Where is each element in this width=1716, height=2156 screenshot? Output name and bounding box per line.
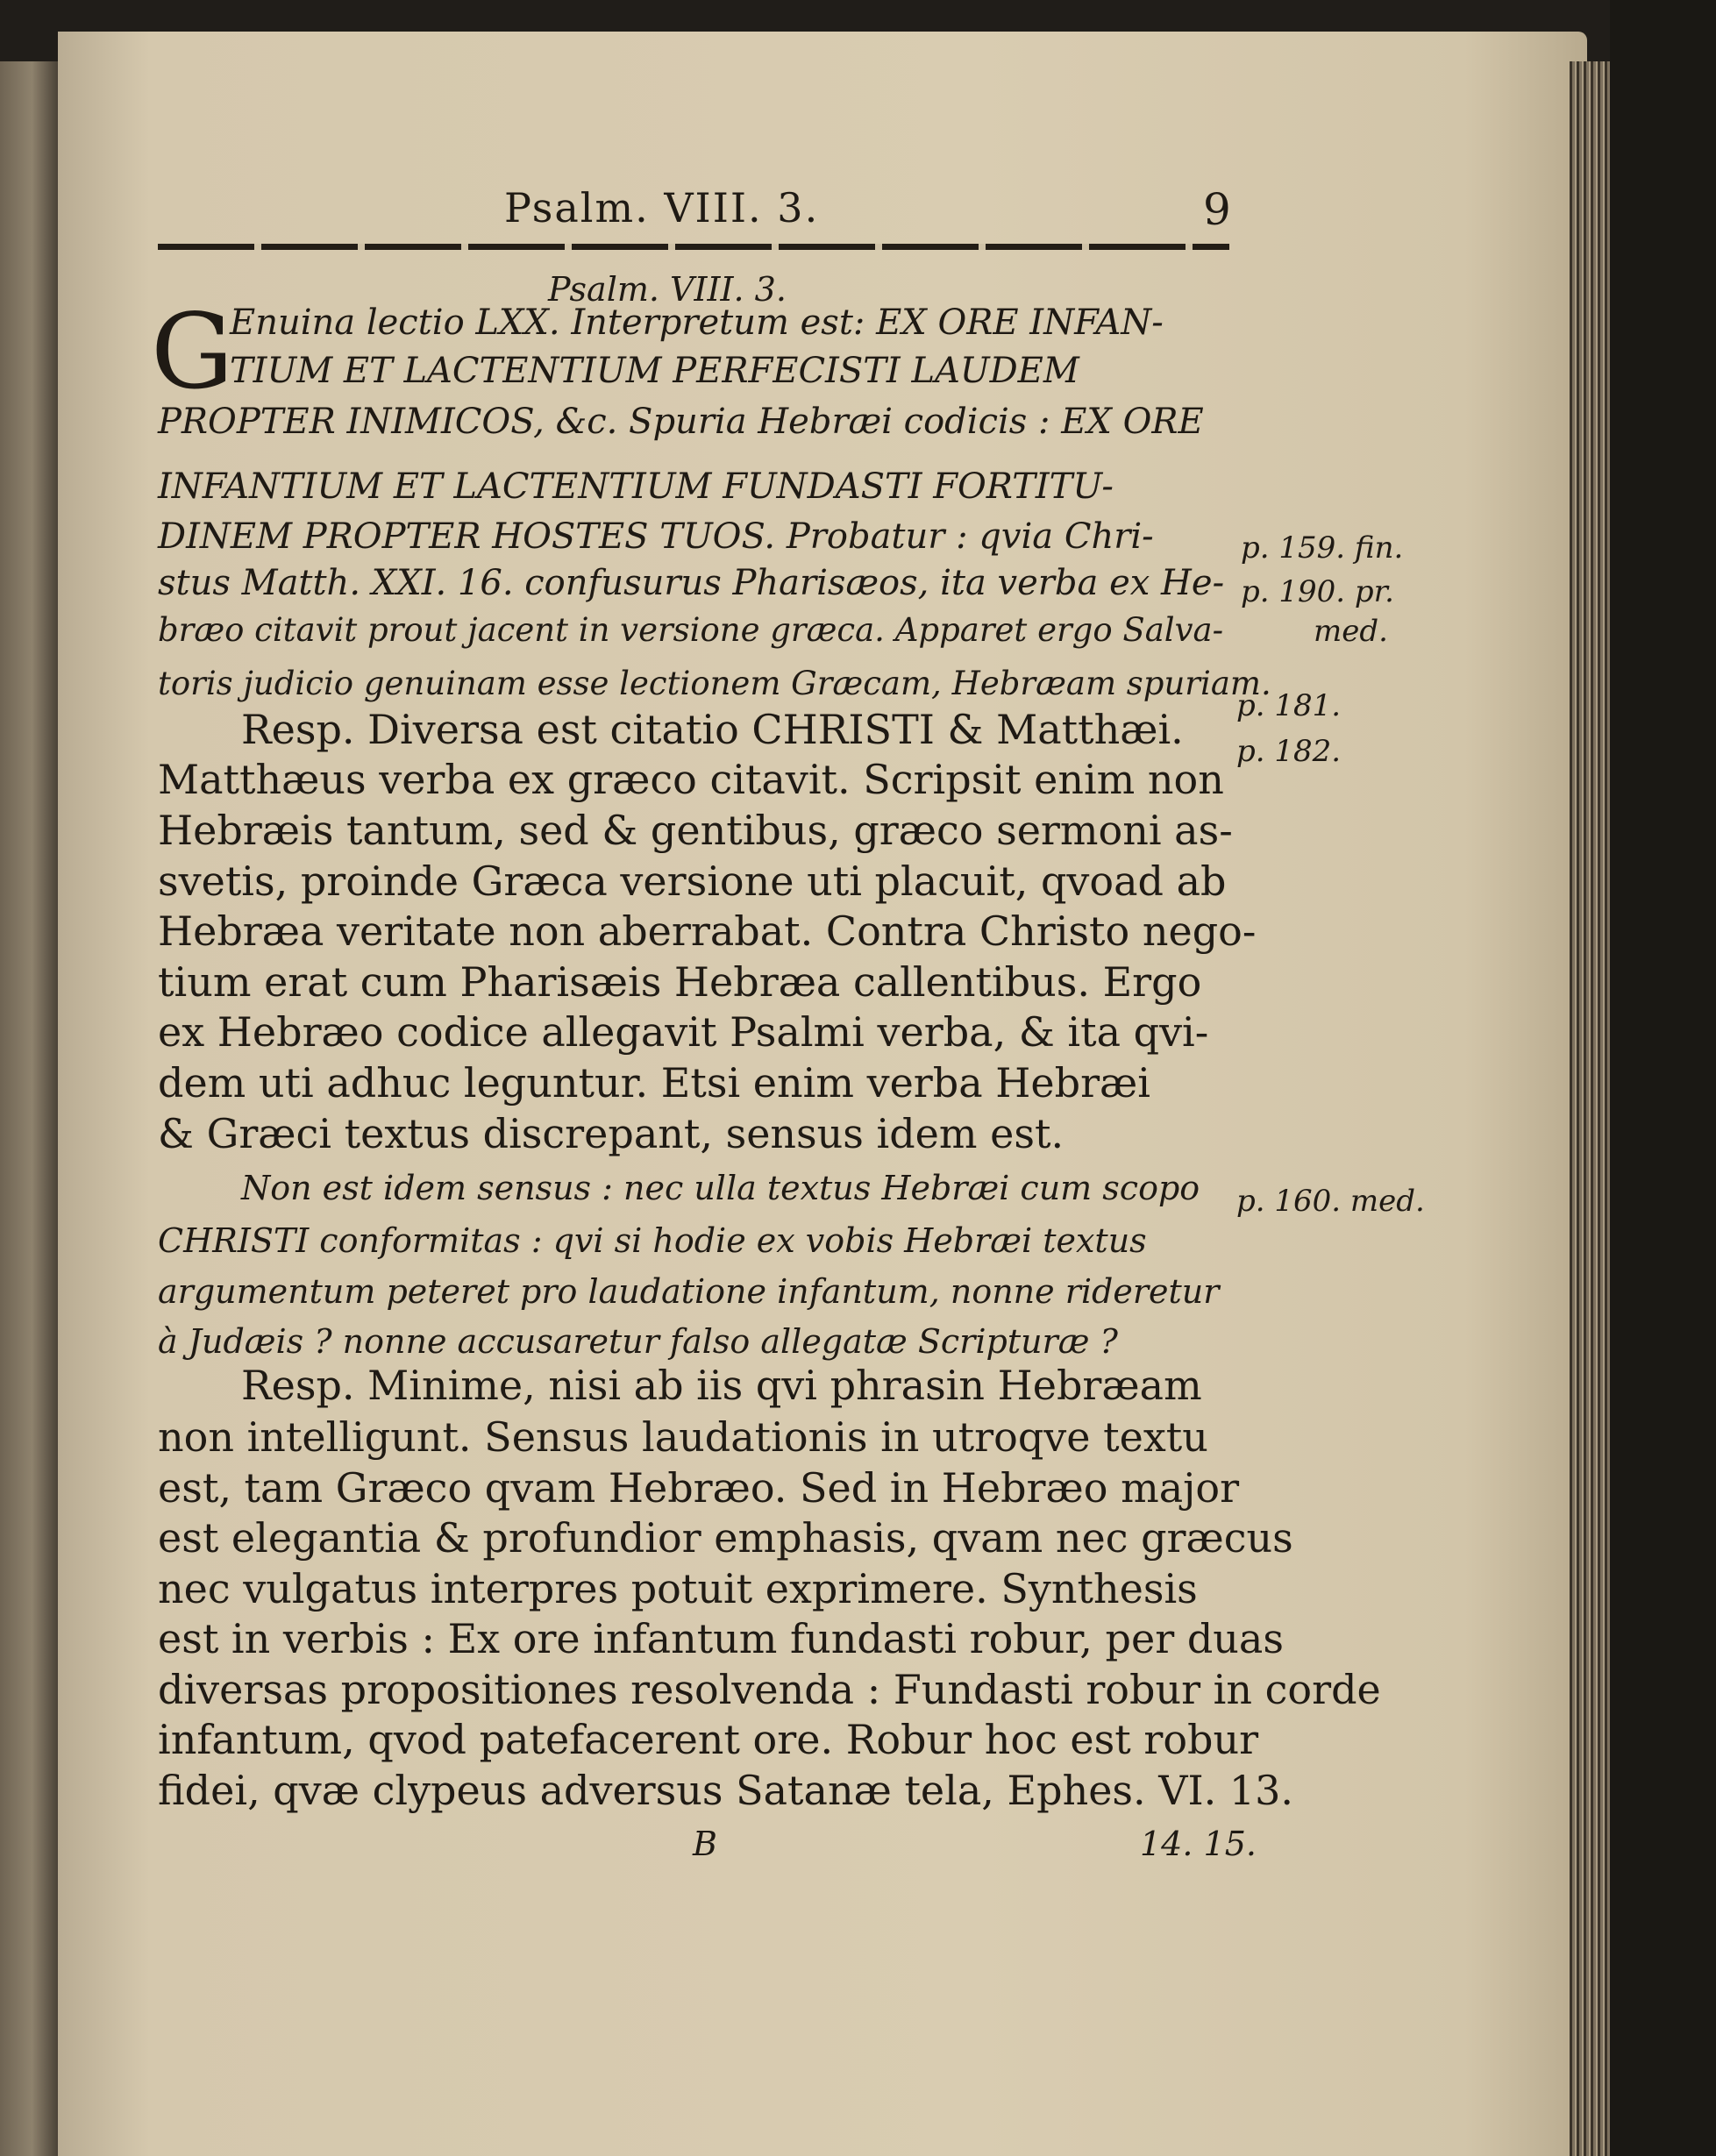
text-line: CHRISTI conformitas : qvi si hodie ex vobis Hebræi textus	[158, 1221, 1147, 1260]
text-line: diversas propositiones resolvenda : Fundasti robur in corde	[158, 1666, 1381, 1713]
margin-note: p. 159. fin.	[1241, 530, 1404, 566]
text-line: & Græci textus discrepant, sensus idem est.	[158, 1110, 1064, 1157]
page-stack-edge	[1570, 61, 1610, 2156]
facing-page-edge	[0, 61, 58, 2156]
text-line: infantum, qvod patefacerent ore. Robur hoc est robur	[158, 1716, 1259, 1763]
text-line: dem uti adhuc leguntur. Etsi enim verba Hebræi	[158, 1059, 1151, 1106]
text-line: INFANTIUM ET LACTENTIUM FUNDASTI FORTITU-	[158, 466, 1114, 507]
text-line: ex Hebræo codice allegavit Psalmi verba, & ita qvi-	[158, 1008, 1209, 1056]
text-line: Matthæus verba ex græco citavit. Scripsit enim non	[158, 756, 1224, 803]
text-line: toris judicio genuinam esse lectionem Græcam, Hebræam spuriam.	[158, 665, 1271, 702]
section-heading: Psalm. VIII. 3.	[548, 270, 787, 309]
text-line: est in verbis : Ex ore infantum fundasti robur, per duas	[158, 1615, 1284, 1662]
text-line: DINEM PROPTER HOSTES TUOS. Probatur : qvia Chri-	[158, 516, 1154, 557]
text-line: est elegantia & profundior emphasis, qvam nec græcus	[158, 1514, 1293, 1562]
margin-note: p. 190. pr.	[1241, 574, 1394, 609]
margin-note: p. 160. med.	[1236, 1184, 1425, 1219]
text-line: TIUM ET LACTENTIUM PERFECISTI LAUDEM	[230, 351, 1079, 391]
text-line: Resp. Minime, nisi ab iis qvi phrasin Hebræam	[241, 1362, 1202, 1409]
text-line: fidei, qvæ clypeus adversus Satanæ tela, Ephes. VI. 13.	[158, 1767, 1294, 1814]
catchword: 14. 15.	[1140, 1825, 1257, 1863]
text-line: Enuina lectio LXX. Interpretum est: EX ORE INFAN-	[230, 302, 1164, 343]
text-line: Non est idem sensus : nec ulla textus Hebræi cum scopo	[241, 1169, 1200, 1207]
margin-note: p. 182.	[1236, 734, 1342, 769]
drop-initial: G	[151, 291, 234, 412]
text-line: non intelligunt. Sensus laudationis in utroqve textu	[158, 1413, 1208, 1461]
text-line: est, tam Græco qvam Hebræo. Sed in Hebræo major	[158, 1464, 1240, 1512]
text-line: tium erat cum Pharisæis Hebræa callentibus. Ergo	[158, 958, 1202, 1006]
margin-note: med.	[1314, 614, 1388, 649]
margin-note: p. 181.	[1236, 688, 1342, 723]
text-line: à Judæis ? nonne accusaretur falso allegatæ Scripturæ ?	[158, 1322, 1118, 1361]
text-line: stus Matth. XXI. 16. confusurus Pharisæos, ita verba ex He-	[158, 563, 1225, 603]
text-line: argumentum peteret pro laudatione infantum, nonne rideretur	[158, 1272, 1220, 1311]
text-line: Resp. Diversa est citatio CHRISTI & Matthæi.	[241, 706, 1184, 753]
text-line: PROPTER INIMICOS, &c. Spuria Hebræi codicis : EX ORE	[158, 402, 1204, 442]
running-title: Psalm. VIII. 3.	[504, 184, 820, 231]
text-line: nec vulgatus interpres potuit exprimere. Synthesis	[158, 1565, 1198, 1612]
scan-shadow	[1610, 0, 1716, 2156]
text-line: Hebræa veritate non aberrabat. Contra Christo nego-	[158, 907, 1257, 955]
text-line: Hebræis tantum, sed & gentibus, græco sermoni as-	[158, 807, 1233, 854]
text-line: svetis, proinde Græca versione uti placuit, qvoad ab	[158, 857, 1227, 905]
text-line: bræo citavit prout jacent in versione græca. Apparet ergo Salva-	[158, 611, 1224, 649]
page-number: 9	[1203, 184, 1233, 235]
header-rule	[158, 244, 1229, 250]
signature-mark: B	[693, 1825, 717, 1863]
